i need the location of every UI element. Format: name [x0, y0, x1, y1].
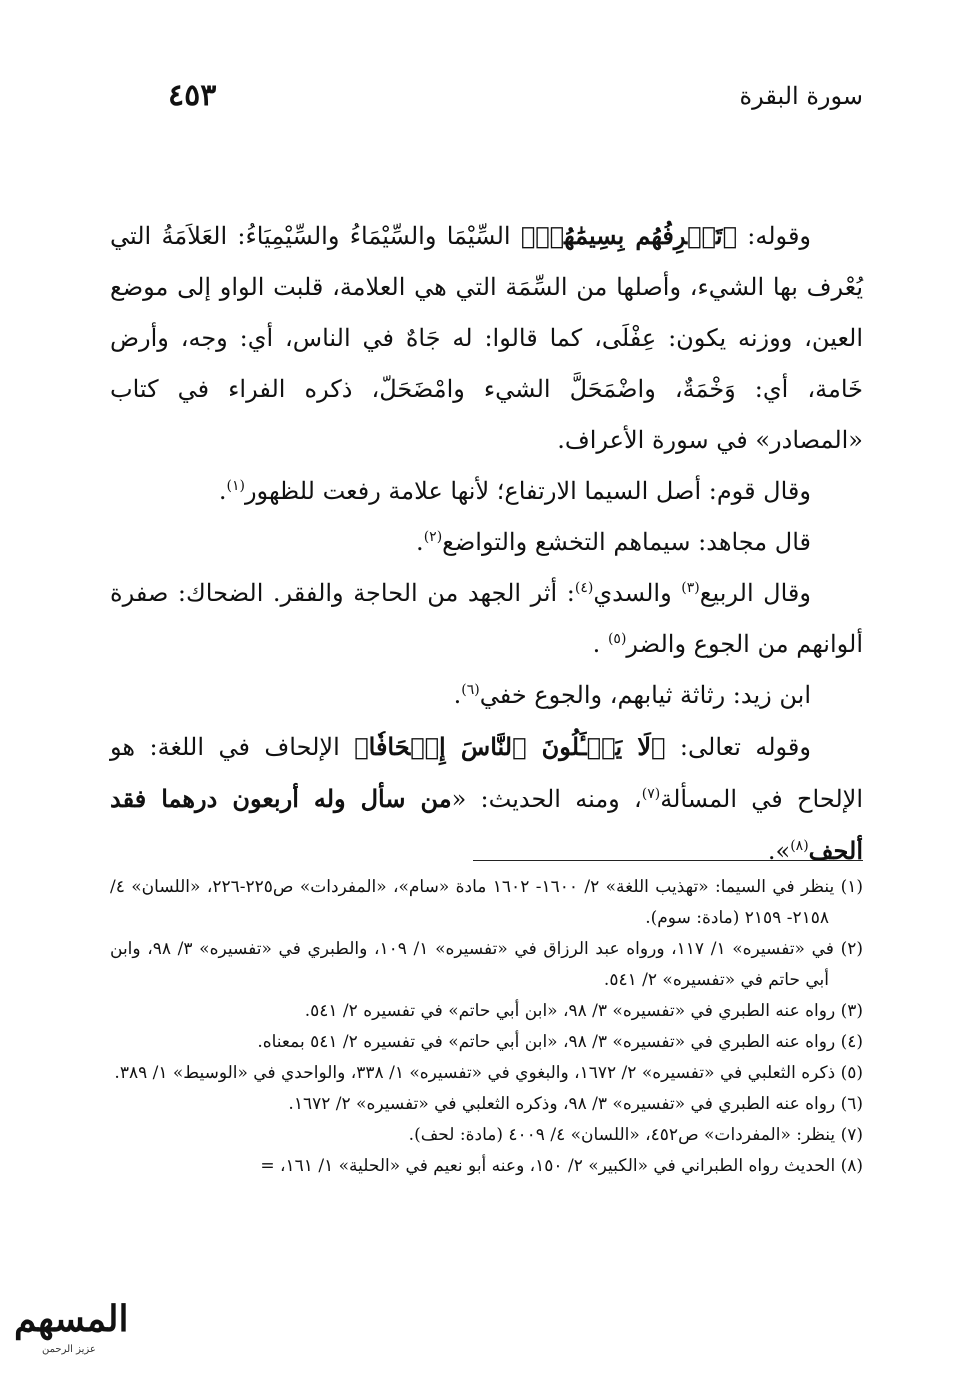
text-segment: .	[592, 630, 608, 658]
footnote-text: رواه عنه الطبري في «تفسيره» ٣/ ٩٨، «ابن أبي حاتم» في تفسيره ٢/ ٥٤١.	[304, 1001, 836, 1021]
footnote-number: (٤)	[840, 1032, 863, 1052]
text-segment: الإلحاف في اللغة: هو الإلحاح في المسألة	[110, 733, 863, 813]
text-segment: ، ومنه الحديث: «	[451, 785, 642, 813]
text-segment: .	[453, 681, 462, 709]
footnote-number: (٦)	[840, 1094, 863, 1114]
footnote-ref: (٥)	[607, 631, 627, 647]
surah-name: سورة البقرة	[739, 82, 863, 110]
footnote-ref: (٤)	[574, 580, 594, 596]
text-segment: : أثر الجهد من الحاجة والفقر. الضحاك: صفرة ألوانهم من الجوع والضر	[110, 579, 863, 658]
text-segment: .	[218, 477, 227, 505]
text-segment: والسدي	[593, 579, 682, 607]
paragraph-2	[110, 466, 863, 517]
footnote-divider	[473, 860, 863, 861]
footnote-number: (٨)	[840, 1156, 863, 1176]
text-segment: وقال قوم: أصل السيما الارتفاع؛ لأنها علامة رفعت للظهور	[244, 477, 811, 505]
footnote-text: رواه عنه الطبري في «تفسيره» ٣/ ٩٨، وذكره الثعلبي في «تفسيره» ٢/ ١٦٧٢.	[288, 1094, 836, 1114]
text-segment: ».	[767, 837, 791, 865]
text-segment: ابن زيد: رثاثة ثيابهم، والجوع خفي	[479, 681, 811, 709]
footnote-item	[110, 996, 863, 1027]
footnote-item	[110, 872, 863, 934]
footnote-ref: (٢)	[423, 529, 443, 545]
hadith-text: من سأل وله أربعون درهما فقد ألحف	[110, 784, 863, 865]
text-segment: .	[416, 528, 424, 556]
footnote-ref: (١)	[226, 478, 245, 494]
footnote-item	[110, 1058, 863, 1089]
footnote-ref: (٣)	[681, 580, 700, 596]
footnote-ref: (٧)	[641, 786, 661, 802]
footnote-item	[110, 1089, 863, 1120]
footnote-ref: (٦)	[461, 682, 480, 698]
paragraph-1	[110, 210, 863, 466]
main-text	[110, 210, 863, 877]
page-header	[168, 78, 863, 118]
footnote-item	[110, 1151, 863, 1182]
text-segment: وقال الربيع	[699, 579, 811, 607]
footnote-text: رواه عنه الطبري في «تفسيره» ٣/ ٩٨، «ابن أبي حاتم» في تفسيره ٢/ ٥٤١ بمعناه.	[257, 1032, 836, 1052]
watermark-logo	[8, 1290, 158, 1362]
text-segment: قال مجاهد: سيماهم التخشع والتواضع	[442, 528, 811, 556]
watermark-sub: عزيز الرحمن	[42, 1344, 96, 1355]
page-number: ٤٥٣	[168, 78, 217, 113]
text-segment: السِّيْمَا والسِّيْمَاءُ والسِّيْمِيَاءُ: العَلاَمَةُ التي يُعْرف بها الشيء، وأصلها من السِّمَة التي هي العلامة، قلبت الواو إلى موضع العين، ووزنه يكون: عِفْلَى، كما قالوا: له جَاهٌ في الناس، أي: وجه، وأرض خَامة، أي: وَخْمَةٌ، واضْمَحَلَّ الشيء وامْضَحَلّ، ذكره الفراء في كتاب «المصادر» في سورة الأعراف.	[110, 222, 863, 454]
paragraph-4	[110, 568, 863, 670]
paragraph-5	[110, 670, 863, 721]
footnote-number: (٧)	[840, 1125, 863, 1145]
paragraph-3	[110, 517, 863, 568]
text-segment: وقوله تعالى:	[665, 733, 811, 761]
text-segment: وقوله:	[736, 222, 812, 250]
footnote-text: في «تفسيره» ١/ ١١٧، ورواه عبد الرزاق في «تفسيره» ١/ ١٠٩، والطبري في «تفسيره» ٣/ ٩٨، وابن أبي حاتم في «تفسيره» ٢/ ٥٤١.	[110, 939, 834, 990]
paragraph-6	[110, 721, 863, 877]
footnote-number: (٥)	[840, 1063, 863, 1083]
quran-verse: ﴿لَا يَسۡـَٔلُونَ ٱلنَّاسَ إِلۡحَافٗا﴾	[354, 732, 666, 761]
footnote-item	[110, 1027, 863, 1058]
footnote-item	[110, 934, 863, 996]
footnotes	[110, 872, 863, 1182]
footnote-text: ينظر في السيما: «تهذيب اللغة» ٢/ ١٦٠٠- ١٦٠٢ مادة «سام»، «المفردات» ص٢٢٥-٢٢٦، «اللسان» ٤/ ٢١٥٨- ٢١٥٩ (مادة: سوم).	[110, 877, 835, 928]
footnote-ref: (٨)	[790, 838, 809, 854]
footnote-number: (٣)	[840, 1001, 863, 1021]
footnote-number: (٢)	[840, 939, 863, 959]
quran-verse: ﴿تَعۡرِفُهُم بِسِيمَٰهُمۡ﴾	[520, 221, 737, 250]
footnote-text: الحديث رواه الطبراني في «الكبير» ٢/ ١٥٠، وعنه أبو نعيم في «الحلية» ١/ ١٦١، =	[260, 1156, 836, 1176]
watermark-main: المسهم	[14, 1298, 129, 1340]
footnote-item	[110, 1120, 863, 1151]
footnote-text: ذكره الثعلبي في «تفسيره» ٢/ ١٦٧٢، والبغوي في «تفسيره» ١/ ٣٣٨، والواحدي في «الوسيط» ١/ ٣٨٩.	[114, 1063, 836, 1083]
footnote-text: ينظر: «المفردات» ص٤٥٢، «اللسان» ٤/ ٤٠٠٩ (مادة: لحف).	[408, 1125, 836, 1145]
footnote-number: (١)	[840, 877, 863, 897]
